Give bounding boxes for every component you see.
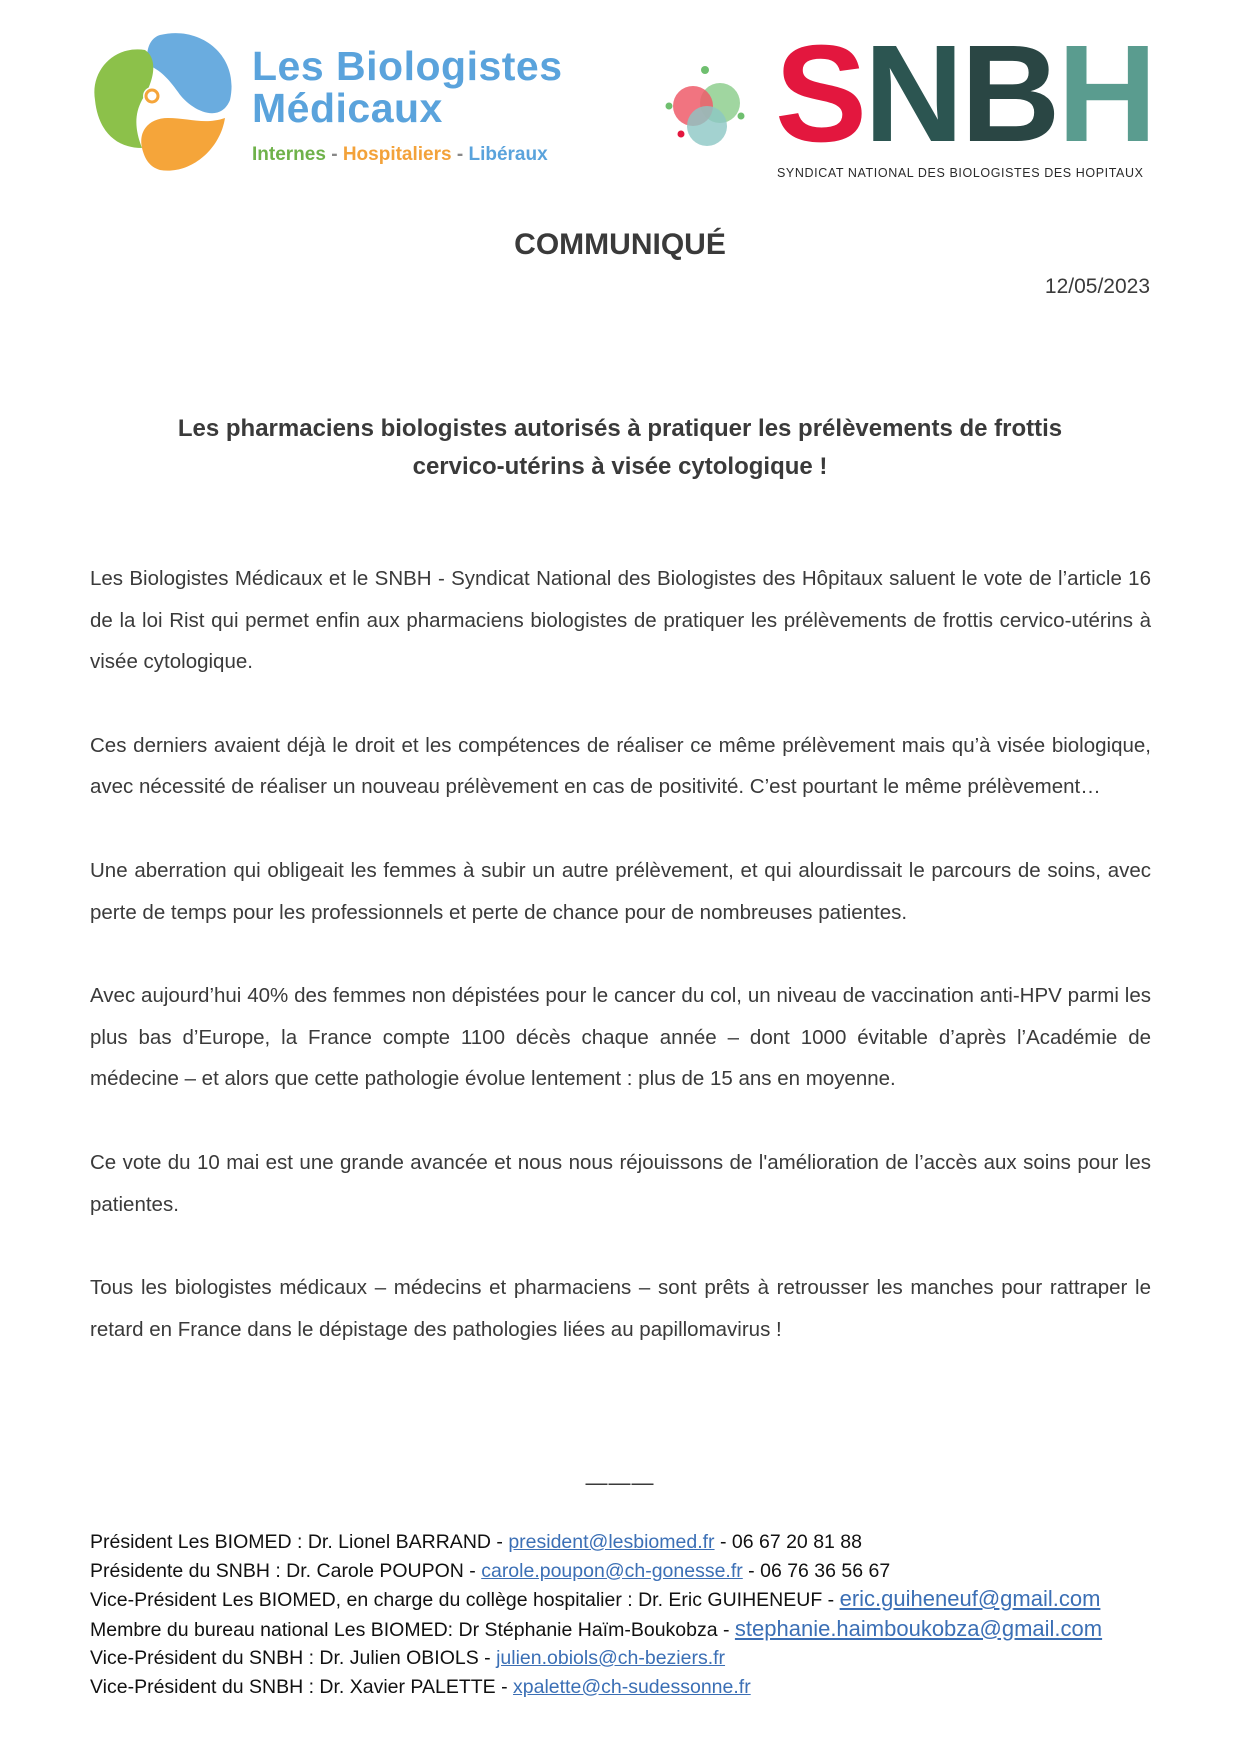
tag-internes: Internes bbox=[252, 144, 326, 165]
document-date: 12/05/2023 bbox=[1044, 275, 1150, 298]
contact-role: Membre du bureau national Les BIOMED: Dr Stéphanie Haïm-Boukobza - bbox=[90, 1618, 735, 1641]
contact-role: Président Les BIOMED : Dr. Lionel BARRAND - bbox=[90, 1531, 509, 1553]
paragraph: Une aberration qui obligeait les femmes à subir un autre prélèvement, et qui alourdissait le parcours de soins, avec perte de temps pour les professionnels et perte de chance pour de nombreuses patientes. bbox=[90, 858, 1151, 924]
contact-email-link[interactable]: president@lesbiomed.fr bbox=[508, 1531, 715, 1553]
contact-phone: - 06 67 20 81 88 bbox=[714, 1531, 862, 1553]
snbh-subtitle: SYNDICAT NATIONAL DES BIOLOGISTES DES HOPITAUX bbox=[777, 166, 1144, 180]
paragraph: Ce vote du 10 mai est une grande avancée et nous nous réjouissons de l'amélioration de l’accès aux soins pour les patientes. bbox=[90, 1150, 1151, 1216]
snbh-s: S bbox=[775, 17, 865, 171]
snbh-wordmark bbox=[775, 17, 1155, 171]
contact-line bbox=[90, 1585, 1170, 1615]
paragraph: Ces derniers avaient déjà le droit et les compétences de réaliser ce même prélèvement mais qu’à visée biologique, avec nécessité de réaliser un nouveau prélèvement en cas de positivité. C’est pourtant le même prélèvement… bbox=[90, 733, 1151, 799]
contact-phone: - 06 76 36 56 67 bbox=[742, 1559, 891, 1582]
logo-line2: Médicaux bbox=[252, 85, 443, 131]
headline-line: cervico-utérins à visée cytologique ! bbox=[412, 453, 828, 480]
contact-line bbox=[90, 1644, 1170, 1673]
contact-email-link[interactable]: stephanie.haimboukobza@gmail.com bbox=[734, 1615, 1103, 1641]
tag-hospitaliers: Hospitaliers bbox=[342, 144, 452, 165]
snbh-b: B bbox=[960, 17, 1058, 171]
snbh-circles-icon bbox=[665, 58, 755, 158]
contact-line bbox=[90, 1528, 1170, 1557]
document-type: COMMUNIQUÉ bbox=[514, 228, 726, 261]
tag-sep: - bbox=[325, 144, 343, 165]
contact-role: Vice-Président du SNBH : Dr. Xavier PALETTE - bbox=[90, 1675, 514, 1698]
contact-role: Présidente du SNBH : Dr. Carole POUPON - bbox=[90, 1559, 482, 1582]
body-text bbox=[90, 558, 1151, 1392]
logo-tagline bbox=[252, 144, 548, 166]
contact-line bbox=[90, 1615, 1170, 1645]
contact-email-link[interactable]: xpalette@ch-sudessonne.fr bbox=[513, 1675, 751, 1698]
headline bbox=[90, 410, 1150, 486]
paragraph: Avec aujourd’hui 40% des femmes non dépistées pour le cancer du col, un niveau de vaccination anti-HPV parmi les plus bas d’Europe, la France compte 1100 décès chaque année – dont 1000 évitable d’après l’Académie de médecine – et alors que cette pathologie évolue lentement : plus de 15 ans en moyenne. bbox=[90, 984, 1151, 1091]
contact-line bbox=[90, 1673, 1170, 1702]
contacts bbox=[90, 1528, 1170, 1701]
contact-email-link[interactable]: julien.obiols@ch-beziers.fr bbox=[496, 1647, 726, 1669]
contact-role: Vice-Président du SNBH : Dr. Julien OBIOLS - bbox=[90, 1647, 497, 1669]
contact-line bbox=[90, 1557, 1170, 1586]
logo-line1: Les Biologistes bbox=[252, 43, 563, 89]
contact-email-link[interactable]: eric.guiheneuf@gmail.com bbox=[839, 1586, 1101, 1611]
paragraph: Tous les biologistes médicaux – médecins et pharmaciens – sont prêts à retrousser les manches pour rattraper le retard en France dans le dépistage des pathologies liées au papillomavirus ! bbox=[90, 1276, 1151, 1341]
snbh-h: H bbox=[1057, 17, 1155, 171]
snbh-n: N bbox=[864, 17, 961, 171]
tag-liberaux: Libéraux bbox=[468, 144, 548, 165]
headline-line: Les pharmaciens biologistes autorisés à pratiquer les prélèvements de frottis bbox=[177, 415, 1063, 442]
logo-snbh bbox=[665, 17, 1155, 188]
tag-sep: - bbox=[451, 144, 469, 165]
biologistes-emblem-icon bbox=[90, 30, 240, 180]
paragraph: Les Biologistes Médicaux et le SNBH - Syndicat National des Biologistes des Hôpitaux saluent le vote de l’article 16 de la loi Rist qui permet enfin aux pharmaciens biologistes de pratiquer les prélèvements de frottis cervico-utérins à visée cytologique. bbox=[90, 567, 1151, 674]
separator: ——— bbox=[585, 1470, 655, 1495]
contact-email-link[interactable]: carole.poupon@ch-gonesse.fr bbox=[481, 1559, 743, 1582]
contact-role: Vice-Président Les BIOMED, en charge du collège hospitalier : Dr. Eric GUIHENEUF - bbox=[90, 1589, 840, 1611]
logo-les-biologistes-medicaux bbox=[90, 30, 600, 190]
